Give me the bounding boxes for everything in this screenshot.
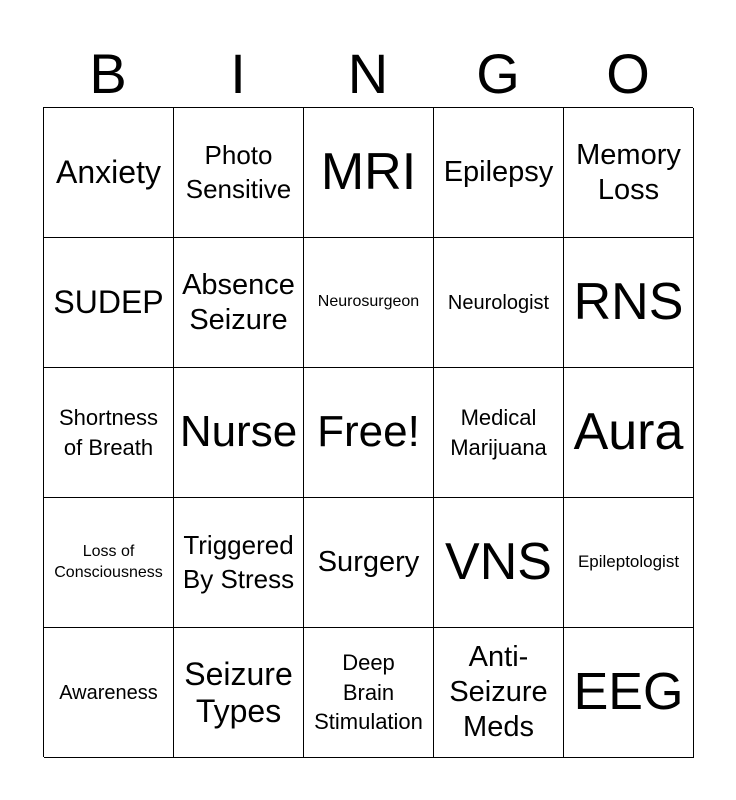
header-letter-o: O <box>606 42 650 105</box>
cell-label: EEG <box>573 663 684 722</box>
cell-label: Anxiety <box>56 154 161 191</box>
bingo-cell[interactable] <box>174 368 304 498</box>
cell-label: Shortness of Breath <box>58 404 159 460</box>
cell-label: Awareness <box>59 681 158 704</box>
header-letter-g: G <box>476 42 520 105</box>
cell-label: Nurse <box>179 407 298 457</box>
bingo-cell[interactable] <box>44 238 174 368</box>
bingo-cell[interactable] <box>434 498 564 628</box>
cell-label: Loss of Consciousness <box>54 542 163 581</box>
cell-label: Epilepsy <box>443 156 554 189</box>
free-space-cell <box>304 368 434 498</box>
cell-label: Medical Marijuana <box>450 404 547 460</box>
bingo-cell[interactable] <box>564 238 694 368</box>
bingo-cell[interactable] <box>434 368 564 498</box>
bingo-cell[interactable] <box>174 628 304 758</box>
bingo-cell[interactable] <box>304 498 434 628</box>
cell-label: VNS <box>445 533 552 592</box>
header-letter-n: N <box>347 42 389 105</box>
cell-label: Neurologist <box>447 291 550 314</box>
cell-label: Deep Brain Stimulation <box>314 649 423 735</box>
cell-label: Epileptologist <box>577 552 680 572</box>
bingo-cell[interactable] <box>434 108 564 238</box>
bingo-cell[interactable] <box>564 108 694 238</box>
cell-label: Photo Sensitive <box>185 139 292 204</box>
bingo-cell[interactable] <box>44 368 174 498</box>
bingo-cell[interactable] <box>564 498 694 628</box>
bingo-cell[interactable] <box>304 108 434 238</box>
bingo-cell[interactable] <box>304 238 434 368</box>
cell-label: Anti- Seizure Meds <box>449 641 548 743</box>
cell-label: RNS <box>573 273 684 332</box>
bingo-cell[interactable] <box>174 108 304 238</box>
bingo-cell[interactable] <box>44 108 174 238</box>
bingo-cell[interactable] <box>564 368 694 498</box>
bingo-cell[interactable] <box>44 498 174 628</box>
header-letter-i: I <box>230 42 246 105</box>
cell-label: Aura <box>573 403 684 462</box>
cell-label: Neurosurgeon <box>317 293 420 311</box>
cell-label: Memory Loss <box>576 138 681 206</box>
cell-label: SUDEP <box>53 284 164 321</box>
cell-label: Seizure Types <box>184 655 293 729</box>
header-letter-b: B <box>89 42 127 105</box>
bingo-cell[interactable] <box>434 628 564 758</box>
cell-label: MRI <box>320 143 417 202</box>
cell-label: Triggered By Stress <box>182 529 295 594</box>
bingo-board <box>43 107 693 757</box>
free-space-label: Free! <box>317 407 420 457</box>
bingo-header <box>43 40 693 108</box>
cell-label: Surgery <box>317 546 420 579</box>
bingo-cell[interactable] <box>174 498 304 628</box>
bingo-cell[interactable] <box>434 238 564 368</box>
bingo-cell[interactable] <box>174 238 304 368</box>
bingo-cell[interactable] <box>564 628 694 758</box>
cell-label: Absence Seizure <box>182 268 295 336</box>
bingo-cell[interactable] <box>44 628 174 758</box>
bingo-cell[interactable] <box>304 628 434 758</box>
